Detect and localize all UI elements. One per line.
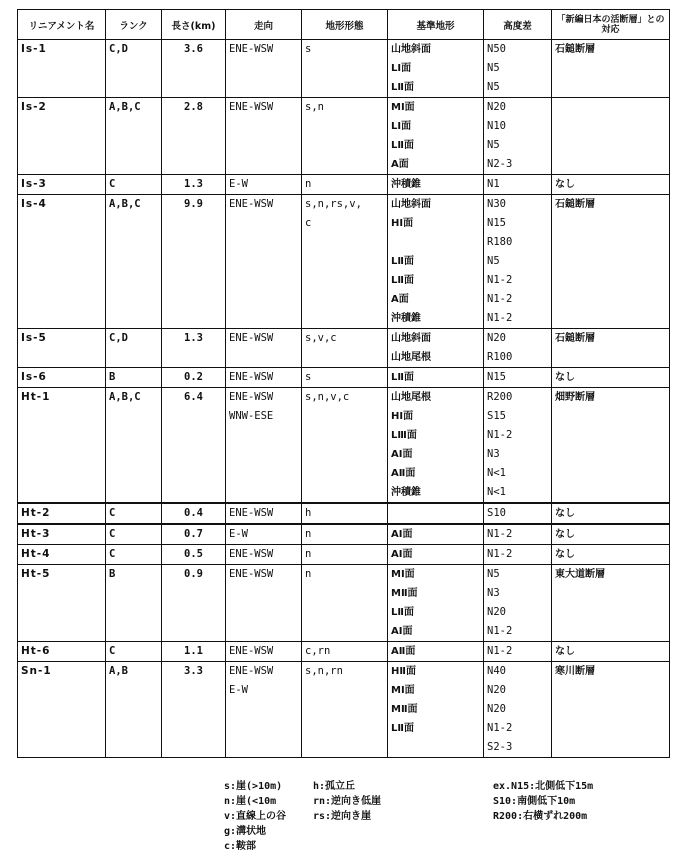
cell-surface [388, 642, 484, 662]
lineament-table-sheet [17, 9, 669, 852]
header-height: 高度差 [484, 10, 552, 40]
cell-length [162, 503, 226, 524]
cell-line: ENE-WSW [229, 507, 274, 519]
cell-compare [552, 662, 670, 758]
header-rank: ランク [106, 10, 162, 40]
cell-rank [106, 662, 162, 758]
cell-line: LⅡ面 [391, 256, 414, 267]
cell-line: s [305, 371, 312, 383]
cell-line: 石鎚断層 [555, 199, 595, 210]
cell-rank [106, 524, 162, 545]
legend-morph-col2 [313, 779, 381, 824]
cell-line: 0.4 [184, 507, 203, 519]
cell-morph [302, 98, 388, 175]
cell-line: 1.3 [184, 178, 203, 190]
cell-compare [552, 40, 670, 98]
cell-line: HⅠ面 [391, 411, 414, 422]
cell-strike [226, 175, 302, 195]
cell-compare [552, 175, 670, 195]
cell-line: C [109, 507, 116, 519]
cell-line: WNW-ESE [229, 410, 274, 422]
legend-line: rs:逆向き崖 [313, 811, 372, 822]
cell-line: 寒川断層 [555, 666, 595, 677]
cell-morph [302, 195, 388, 329]
cell-line: 3.3 [184, 665, 203, 677]
table-row [18, 40, 670, 98]
cell-line: AⅠ面 [391, 449, 413, 460]
cell-line: s,n,v,c [305, 391, 350, 403]
cell-height [484, 98, 552, 175]
cell-line: C [109, 528, 116, 540]
cell-length [162, 40, 226, 98]
cell-strike [226, 98, 302, 175]
cell-line: N1-2 [487, 625, 513, 637]
cell-height [484, 195, 552, 329]
cell-rank [106, 388, 162, 504]
cell-rank [106, 503, 162, 524]
cell-line: N<1 [487, 467, 506, 479]
cell-surface [388, 175, 484, 195]
cell-line: 石鎚断層 [555, 333, 595, 344]
cell-line: 1.1 [184, 645, 203, 657]
cell-line: ENE-WSW [229, 371, 274, 383]
cell-line: N10 [487, 120, 506, 132]
cell-line: R200 [487, 391, 513, 403]
table-row [18, 368, 670, 388]
cell-line: MⅠ面 [391, 102, 415, 113]
cell-line: s,n [305, 101, 324, 113]
legend-morph-col1 [224, 779, 286, 854]
cell-line: 石鎚断層 [555, 44, 595, 55]
cell-line: ENE-WSW [229, 43, 274, 55]
cell-line: c [305, 217, 312, 229]
cell-line: R180 [487, 236, 513, 248]
cell-length [162, 545, 226, 565]
cell-line: 山地尾根 [391, 352, 431, 363]
legend-line: S10:南側低下10m [493, 796, 576, 807]
cell-length [162, 524, 226, 545]
cell-surface [388, 329, 484, 368]
cell-compare [552, 524, 670, 545]
cell-line: n [305, 178, 312, 190]
cell-morph [302, 175, 388, 195]
cell-line [391, 233, 480, 252]
cell-line: ENE-WSW [229, 645, 274, 657]
cell-line: N1-2 [487, 293, 513, 305]
cell-line: N1 [487, 178, 500, 190]
cell-line [555, 98, 666, 117]
cell-line: 0.9 [184, 568, 203, 580]
cell-name [18, 40, 106, 98]
cell-name [18, 565, 106, 642]
cell-strike [226, 662, 302, 758]
cell-line: 沖積錐 [391, 179, 421, 190]
cell-line: N1-2 [487, 429, 513, 441]
cell-surface [388, 565, 484, 642]
header-compare: 「新編日本の活断層」との対応 [552, 10, 670, 40]
cell-morph [302, 642, 388, 662]
cell-line: LⅠ面 [391, 63, 412, 74]
cell-line: AⅠ面 [391, 529, 413, 540]
cell-height [484, 503, 552, 524]
table-row [18, 195, 670, 329]
cell-strike [226, 503, 302, 524]
cell-strike [226, 642, 302, 662]
cell-name [18, 329, 106, 368]
cell-line: A面 [391, 159, 409, 170]
cell-rank [106, 565, 162, 642]
cell-compare [552, 98, 670, 175]
cell-strike [226, 545, 302, 565]
cell-line: Ht-3 [21, 528, 51, 540]
cell-line: N2-3 [487, 158, 513, 170]
table-row [18, 545, 670, 565]
cell-line: N30 [487, 198, 506, 210]
cell-line: なし [555, 646, 575, 657]
cell-height [484, 40, 552, 98]
cell-line: 沖積錐 [391, 313, 421, 324]
cell-compare [552, 195, 670, 329]
cell-surface [388, 503, 484, 524]
cell-line: R100 [487, 351, 513, 363]
cell-line: N5 [487, 81, 500, 93]
cell-line: 6.4 [184, 391, 203, 403]
cell-line: LⅡ面 [391, 372, 414, 383]
cell-line: Ht-2 [21, 507, 51, 519]
cell-compare [552, 565, 670, 642]
cell-rank [106, 329, 162, 368]
cell-line: s,v,c [305, 332, 337, 344]
cell-line: なし [555, 508, 575, 519]
cell-line: AⅡ面 [391, 646, 416, 657]
cell-line: 山地斜面 [391, 333, 431, 344]
table-row [18, 503, 670, 524]
legend-line: R200:右横ずれ200m [493, 811, 588, 822]
cell-line: N20 [487, 101, 506, 113]
cell-height [484, 642, 552, 662]
cell-line: AⅡ面 [391, 468, 416, 479]
cell-line: MⅡ面 [391, 704, 418, 715]
cell-line: 沖積錐 [391, 487, 421, 498]
cell-line: N3 [487, 448, 500, 460]
cell-line: N15 [487, 217, 506, 229]
cell-name [18, 662, 106, 758]
cell-morph [302, 388, 388, 504]
cell-line: MⅠ面 [391, 685, 415, 696]
cell-surface [388, 388, 484, 504]
cell-line: N15 [487, 371, 506, 383]
cell-line: A,B,C [109, 101, 141, 113]
cell-line: Is-2 [21, 101, 47, 113]
header-strike: 走向 [226, 10, 302, 40]
cell-line: N1-2 [487, 528, 513, 540]
cell-rank [106, 642, 162, 662]
table-row [18, 662, 670, 758]
cell-name [18, 524, 106, 545]
cell-line: 山地斜面 [391, 44, 431, 55]
table-row [18, 329, 670, 368]
cell-line: AⅠ面 [391, 626, 413, 637]
cell-line: B [109, 371, 116, 383]
header-morph: 地形形態 [302, 10, 388, 40]
cell-line: 山地斜面 [391, 199, 431, 210]
legend-line: s:崖(>10m) [224, 781, 283, 792]
cell-line: LⅡ面 [391, 140, 414, 151]
cell-line [391, 504, 480, 523]
cell-name [18, 175, 106, 195]
cell-line: N20 [487, 606, 506, 618]
cell-surface [388, 524, 484, 545]
cell-morph [302, 524, 388, 545]
cell-strike [226, 565, 302, 642]
cell-line: 9.9 [184, 198, 203, 210]
legend-line: c:鞍部 [224, 841, 257, 852]
cell-line: Ht-4 [21, 548, 51, 560]
cell-line: Is-4 [21, 198, 47, 210]
cell-name [18, 98, 106, 175]
header-name: リニアメント名 [18, 10, 106, 40]
header-length: 長さ(km) [162, 10, 226, 40]
cell-line: MⅡ面 [391, 588, 418, 599]
cell-line: N20 [487, 703, 506, 715]
cell-line: c,rn [305, 645, 331, 657]
cell-compare [552, 642, 670, 662]
cell-length [162, 175, 226, 195]
cell-line: Is-1 [21, 43, 47, 55]
cell-strike [226, 40, 302, 98]
legend-line: rn:逆向き低崖 [313, 796, 382, 807]
cell-compare [552, 329, 670, 368]
cell-line: ENE-WSW [229, 391, 274, 403]
cell-line: A,B,C [109, 198, 141, 210]
cell-height [484, 329, 552, 368]
table-row [18, 642, 670, 662]
cell-line: n [305, 548, 312, 560]
cell-line: N1-2 [487, 274, 513, 286]
cell-line: N50 [487, 43, 506, 55]
cell-rank [106, 40, 162, 98]
cell-rank [106, 175, 162, 195]
cell-morph [302, 329, 388, 368]
cell-height [484, 368, 552, 388]
cell-line: ENE-WSW [229, 665, 274, 677]
cell-line: N5 [487, 568, 500, 580]
cell-surface [388, 662, 484, 758]
cell-line: B [109, 568, 116, 580]
cell-morph [302, 40, 388, 98]
table-row [18, 565, 670, 642]
cell-line: AⅠ面 [391, 549, 413, 560]
cell-rank [106, 98, 162, 175]
cell-morph [302, 545, 388, 565]
cell-line: 0.7 [184, 528, 203, 540]
cell-length [162, 662, 226, 758]
cell-line: n [305, 528, 312, 540]
table-row [18, 175, 670, 195]
cell-rank [106, 195, 162, 329]
header-surface: 基準地形 [388, 10, 484, 40]
cell-line: LⅡ面 [391, 607, 414, 618]
cell-height [484, 524, 552, 545]
cell-compare [552, 503, 670, 524]
cell-line: なし [555, 179, 575, 190]
cell-line: h [305, 507, 312, 519]
cell-line: S2-3 [487, 741, 513, 753]
cell-line: E-W [229, 528, 248, 540]
cell-strike [226, 195, 302, 329]
cell-line: S15 [487, 410, 506, 422]
cell-line: 山地尾根 [391, 392, 431, 403]
cell-line: HⅡ面 [391, 666, 416, 677]
cell-line: なし [555, 549, 575, 560]
cell-line: 1.3 [184, 332, 203, 344]
cell-name [18, 642, 106, 662]
cell-line: 東大道断層 [555, 569, 605, 580]
cell-line: A面 [391, 294, 409, 305]
cell-line: 2.8 [184, 101, 203, 113]
cell-line: ENE-WSW [229, 548, 274, 560]
table-row [18, 98, 670, 175]
table-row [18, 388, 670, 504]
cell-length [162, 642, 226, 662]
cell-morph [302, 368, 388, 388]
cell-name [18, 503, 106, 524]
cell-compare [552, 388, 670, 504]
cell-line: N3 [487, 587, 500, 599]
cell-line: LⅢ面 [391, 430, 417, 441]
table-row [18, 524, 670, 545]
cell-line: A,B [109, 665, 128, 677]
cell-morph [302, 565, 388, 642]
cell-line: Ht-6 [21, 645, 51, 657]
cell-rank [106, 368, 162, 388]
cell-line: N1-2 [487, 312, 513, 324]
cell-line: N5 [487, 255, 500, 267]
cell-line: LⅡ面 [391, 275, 414, 286]
cell-line: A,B,C [109, 391, 141, 403]
cell-line: N1-2 [487, 645, 513, 657]
cell-line: LⅡ面 [391, 723, 414, 734]
cell-line: ENE-WSW [229, 332, 274, 344]
cell-morph [302, 662, 388, 758]
cell-line: なし [555, 372, 575, 383]
cell-line: N20 [487, 332, 506, 344]
cell-line: n [305, 568, 312, 580]
cell-line: C [109, 178, 116, 190]
cell-line: s,n,rs,v, [305, 198, 362, 210]
cell-line: Is-6 [21, 371, 47, 383]
legend-line: ex.N15:北側低下15m [493, 781, 594, 792]
cell-line: s,n,rn [305, 665, 343, 677]
cell-line: ENE-WSW [229, 568, 274, 580]
cell-surface [388, 98, 484, 175]
cell-line: N5 [487, 139, 500, 151]
cell-line: E-W [229, 684, 248, 696]
cell-line: S10 [487, 507, 506, 519]
cell-line: C,D [109, 332, 128, 344]
cell-name [18, 195, 106, 329]
legend-height-notes [493, 779, 593, 824]
cell-length [162, 388, 226, 504]
legend-line: n:崖(<10m [224, 796, 277, 807]
cell-line: C [109, 645, 116, 657]
cell-height [484, 545, 552, 565]
cell-line: N40 [487, 665, 506, 677]
cell-line: N1-2 [487, 548, 513, 560]
cell-line: Sn-1 [21, 665, 52, 677]
cell-line: C [109, 548, 116, 560]
cell-height [484, 565, 552, 642]
cell-line: N5 [487, 62, 500, 74]
legend-line: g:溝状地 [224, 826, 267, 837]
cell-strike [226, 329, 302, 368]
cell-name [18, 368, 106, 388]
cell-name [18, 545, 106, 565]
cell-surface [388, 368, 484, 388]
cell-line: C,D [109, 43, 128, 55]
cell-line: LⅡ面 [391, 82, 414, 93]
cell-name [18, 388, 106, 504]
cell-height [484, 175, 552, 195]
cell-compare [552, 545, 670, 565]
cell-rank [106, 545, 162, 565]
cell-line: ENE-WSW [229, 198, 274, 210]
cell-surface [388, 195, 484, 329]
cell-line: Ht-1 [21, 391, 51, 403]
cell-height [484, 662, 552, 758]
cell-line: ENE-WSW [229, 101, 274, 113]
cell-line: Ht-5 [21, 568, 51, 580]
cell-line: HⅠ面 [391, 218, 414, 229]
cell-line: LⅠ面 [391, 121, 412, 132]
cell-line: 3.6 [184, 43, 203, 55]
cell-height [484, 388, 552, 504]
cell-strike [226, 388, 302, 504]
cell-length [162, 98, 226, 175]
cell-line: 畑野断層 [555, 392, 595, 403]
cell-line: 0.5 [184, 548, 203, 560]
cell-line: N20 [487, 684, 506, 696]
header-row [18, 10, 670, 40]
cell-line: 0.2 [184, 371, 203, 383]
cell-length [162, 329, 226, 368]
cell-line: N1-2 [487, 722, 513, 734]
cell-strike [226, 368, 302, 388]
legend-line: v:直線上の谷 [224, 811, 287, 822]
cell-line: s [305, 43, 312, 55]
table-body [18, 40, 670, 758]
cell-line: なし [555, 529, 575, 540]
legend-line: h:孤立丘 [313, 781, 356, 792]
cell-line: MⅠ面 [391, 569, 415, 580]
cell-line: E-W [229, 178, 248, 190]
lineament-table [17, 9, 670, 758]
cell-compare [552, 368, 670, 388]
cell-morph [302, 503, 388, 524]
cell-length [162, 368, 226, 388]
cell-surface [388, 40, 484, 98]
cell-surface [388, 545, 484, 565]
cell-line: Is-5 [21, 332, 47, 344]
cell-strike [226, 524, 302, 545]
cell-length [162, 565, 226, 642]
cell-line: N<1 [487, 486, 506, 498]
cell-length [162, 195, 226, 329]
cell-line: Is-3 [21, 178, 47, 190]
